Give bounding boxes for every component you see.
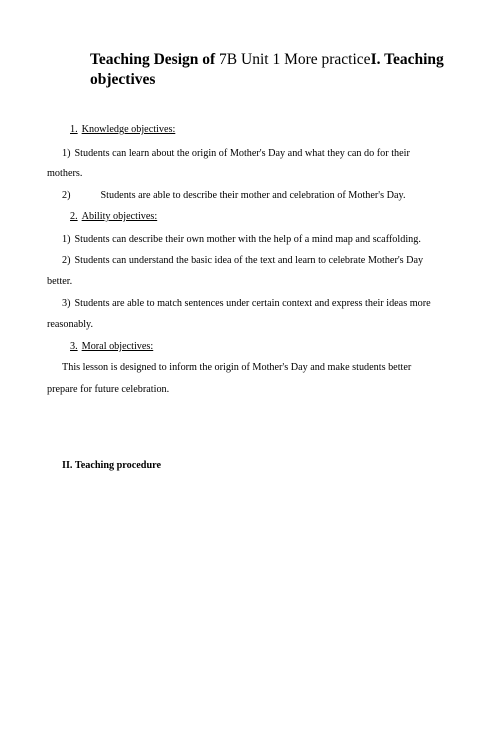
knowledge-heading-line: [70, 123, 175, 136]
ability-item-2-text: Students can understand the basic idea of the text and learn to celebrate Mother's Day: [74, 255, 424, 266]
title-part-1: Teaching Design of: [90, 51, 220, 68]
moral-heading-line: [70, 340, 153, 353]
title-part-4: objectives: [90, 71, 156, 88]
moral-paragraph-line-2: prepare for future celebration.: [47, 384, 170, 395]
title-part-3: I. Teaching: [370, 51, 444, 68]
knowledge-item-2-num: 2): [62, 190, 71, 201]
ability-item-2-continuation: better.: [47, 276, 73, 287]
ability-item-1-num: 1): [62, 234, 71, 245]
knowledge-item-2-text: Students are able to describe their mother and celebration of Mother's Day.: [100, 190, 406, 201]
teaching-procedure-heading: II. Teaching procedure: [62, 460, 161, 471]
ability-heading: Ability objectives:: [81, 211, 158, 222]
knowledge-item-2: [62, 189, 406, 202]
knowledge-item-1-num: 1): [62, 148, 71, 159]
knowledge-item-1-continuation: mothers.: [47, 168, 83, 179]
knowledge-number: 1.: [70, 124, 78, 135]
title-part-2: 7B Unit 1 More practice: [219, 51, 371, 68]
ability-item-2-num: 2): [62, 255, 71, 266]
moral-paragraph-line-1: This lesson is designed to inform the origin of Mother's Day and make students better: [62, 362, 412, 373]
knowledge-item-1: [62, 147, 410, 160]
ability-item-1: [62, 233, 421, 246]
ability-heading-line: [70, 210, 157, 223]
ability-item-3-text: Students are able to match sentences under certain context and express their ideas more: [74, 298, 431, 309]
knowledge-heading: Knowledge objectives:: [81, 124, 176, 135]
moral-heading: Moral objectives:: [81, 341, 154, 352]
knowledge-item-1-text: Students can learn about the origin of Mother's Day and what they can do for their: [74, 148, 410, 159]
moral-number: 3.: [70, 341, 78, 352]
document-title: [90, 50, 475, 90]
ability-item-3: [62, 297, 431, 310]
ability-item-3-num: 3): [62, 298, 71, 309]
ability-item-3-continuation: reasonably.: [47, 319, 94, 330]
ability-number: 2.: [70, 211, 78, 222]
ability-item-1-text: Students can describe their own mother with the help of a mind map and scaffolding.: [74, 234, 421, 245]
ability-item-2: [62, 254, 423, 267]
